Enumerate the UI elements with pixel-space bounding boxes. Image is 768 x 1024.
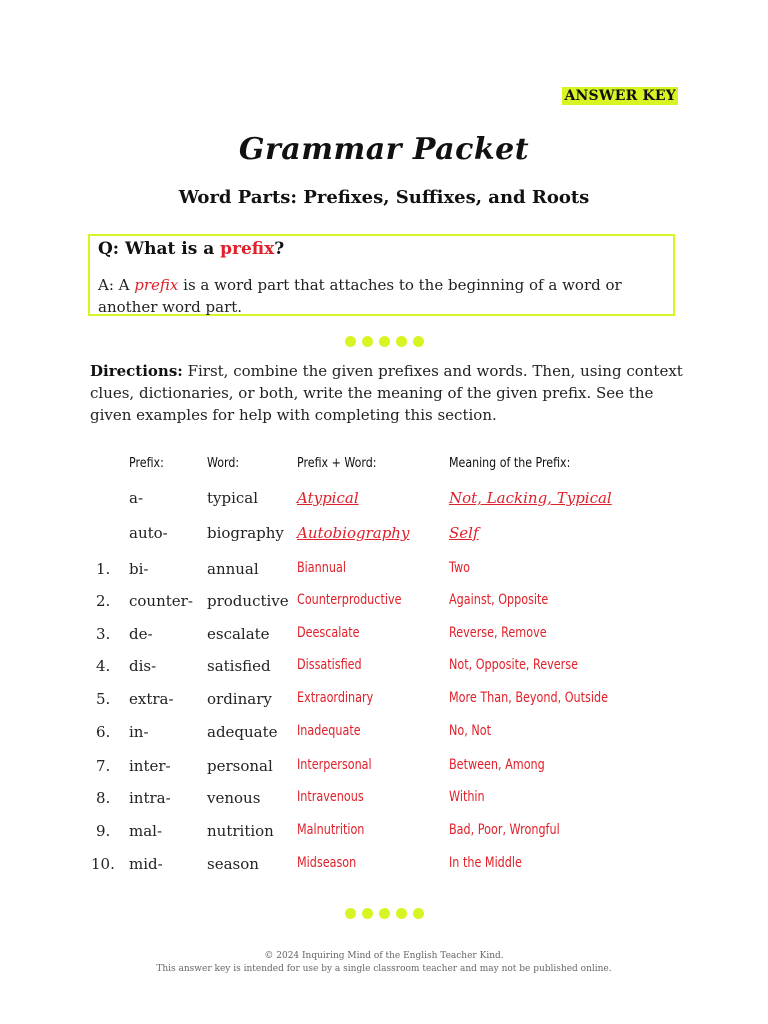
meaning-cell: Not, Opposite, Reverse xyxy=(449,657,578,673)
table-row xyxy=(0,723,768,747)
dot xyxy=(396,336,407,347)
row-number: 9. xyxy=(96,822,111,840)
answer-prefix: A: A xyxy=(98,276,135,294)
question xyxy=(98,239,284,259)
word-cell: annual xyxy=(207,560,259,578)
combined-cell: Interpersonal xyxy=(297,757,372,773)
dot xyxy=(362,336,373,347)
combined-cell: Autobiography xyxy=(297,524,410,542)
row-number: 7. xyxy=(96,757,111,775)
word-cell: biography xyxy=(207,524,284,542)
table-row xyxy=(0,855,768,879)
example-row xyxy=(0,524,768,548)
combined-cell: Intravenous xyxy=(297,789,364,805)
prefix-cell: mid- xyxy=(129,855,163,873)
meaning-cell: Not, Lacking, Typical xyxy=(449,489,612,507)
combined-cell: Dissatisfied xyxy=(297,657,362,673)
dot xyxy=(413,908,424,919)
word-cell: ordinary xyxy=(207,690,272,708)
combined-cell: Midseason xyxy=(297,855,357,871)
table-row xyxy=(0,625,768,649)
meaning-cell: Two xyxy=(449,560,470,576)
table-row xyxy=(0,592,768,616)
header-prefix: Prefix: xyxy=(129,456,164,471)
table-row xyxy=(0,822,768,846)
example-row xyxy=(0,489,768,513)
meaning-cell: Within xyxy=(449,789,485,805)
row-number: 2. xyxy=(96,592,111,610)
dot xyxy=(396,908,407,919)
question-keyword: prefix xyxy=(220,239,275,259)
answer-key-badge: ANSWER KEY xyxy=(564,88,676,104)
answer-keyword: prefix xyxy=(134,276,179,294)
prefix-cell: extra- xyxy=(129,690,174,708)
dot xyxy=(379,336,390,347)
combined-cell: Atypical xyxy=(297,489,359,507)
question-prefix: Q: What is a xyxy=(98,239,221,259)
question-suffix: ? xyxy=(274,239,285,259)
word-cell: satisfied xyxy=(207,657,271,675)
word-cell: venous xyxy=(207,789,261,807)
prefix-cell: bi- xyxy=(129,560,149,578)
dot xyxy=(345,908,356,919)
answer xyxy=(98,274,658,318)
table-row xyxy=(0,789,768,813)
word-cell: nutrition xyxy=(207,822,274,840)
row-number: 10. xyxy=(91,855,115,873)
copyright-line: © 2024 Inquiring Mind of the English Teacher Kind. xyxy=(264,951,504,961)
prefix-cell: de- xyxy=(129,625,153,643)
row-number: 6. xyxy=(96,723,111,741)
prefix-cell: counter- xyxy=(129,592,193,610)
combined-cell: Extraordinary xyxy=(297,690,374,706)
meaning-cell: No, Not xyxy=(449,723,491,739)
dot xyxy=(379,908,390,919)
meaning-cell: More Than, Beyond, Outside xyxy=(449,690,608,706)
header-word: Word: xyxy=(207,456,240,471)
combined-cell: Deescalate xyxy=(297,625,360,641)
row-number: 5. xyxy=(96,690,111,708)
dot xyxy=(362,908,373,919)
row-number: 8. xyxy=(96,789,111,807)
divider-dots-bottom xyxy=(0,904,768,923)
word-cell: adequate xyxy=(207,723,278,741)
directions-label: Directions: xyxy=(90,362,183,380)
meaning-cell: Bad, Poor, Wrongful xyxy=(449,822,560,838)
prefix-cell: a- xyxy=(129,489,144,507)
prefix-cell: intra- xyxy=(129,789,171,807)
table-row xyxy=(0,560,768,584)
combined-cell: Biannual xyxy=(297,560,346,576)
table-row xyxy=(0,657,768,681)
answer-rest: is a word part that attaches to the beginning of a word or another word part. xyxy=(98,276,622,316)
row-number: 3. xyxy=(96,625,111,643)
word-cell: escalate xyxy=(207,625,270,643)
prefix-cell: mal- xyxy=(129,822,163,840)
footer xyxy=(0,950,768,976)
prefix-cell: dis- xyxy=(129,657,157,675)
dot xyxy=(413,336,424,347)
combined-cell: Inadequate xyxy=(297,723,361,739)
prefix-cell: in- xyxy=(129,723,149,741)
meaning-cell: Self xyxy=(449,524,479,542)
row-number: 1. xyxy=(96,560,111,578)
directions-text: First, combine the given prefixes and words. Then, using context clues, dictionaries, or both, write the meaning of the given prefix. See the given examples for help with completing this section. xyxy=(90,362,683,424)
meaning-cell: Between, Among xyxy=(449,757,545,773)
combined-cell: Malnutrition xyxy=(297,822,365,838)
header-prefix-word: Prefix + Word: xyxy=(297,456,377,471)
directions xyxy=(90,360,690,426)
table-row xyxy=(0,757,768,781)
meaning-cell: Against, Opposite xyxy=(449,592,549,608)
usage-notice: This answer key is intended for use by a single classroom teacher and may not be published online. xyxy=(156,964,612,974)
page-title: Grammar Packet xyxy=(238,132,530,167)
prefix-cell: inter- xyxy=(129,757,171,775)
prefix-cell: auto- xyxy=(129,524,168,542)
word-cell: productive xyxy=(207,592,289,610)
word-cell: season xyxy=(207,855,259,873)
page-subtitle: Word Parts: Prefixes, Suffixes, and Roots xyxy=(178,187,590,208)
row-number: 4. xyxy=(96,657,111,675)
header-meaning: Meaning of the Prefix: xyxy=(449,456,571,471)
meaning-cell: Reverse, Remove xyxy=(449,625,547,641)
meaning-cell: In the Middle xyxy=(449,855,522,871)
dot xyxy=(345,336,356,347)
divider-dots-top xyxy=(0,332,768,351)
table-row xyxy=(0,690,768,714)
word-cell: typical xyxy=(207,489,259,507)
word-cell: personal xyxy=(207,757,273,775)
combined-cell: Counterproductive xyxy=(297,592,402,608)
definition-box xyxy=(88,234,675,316)
